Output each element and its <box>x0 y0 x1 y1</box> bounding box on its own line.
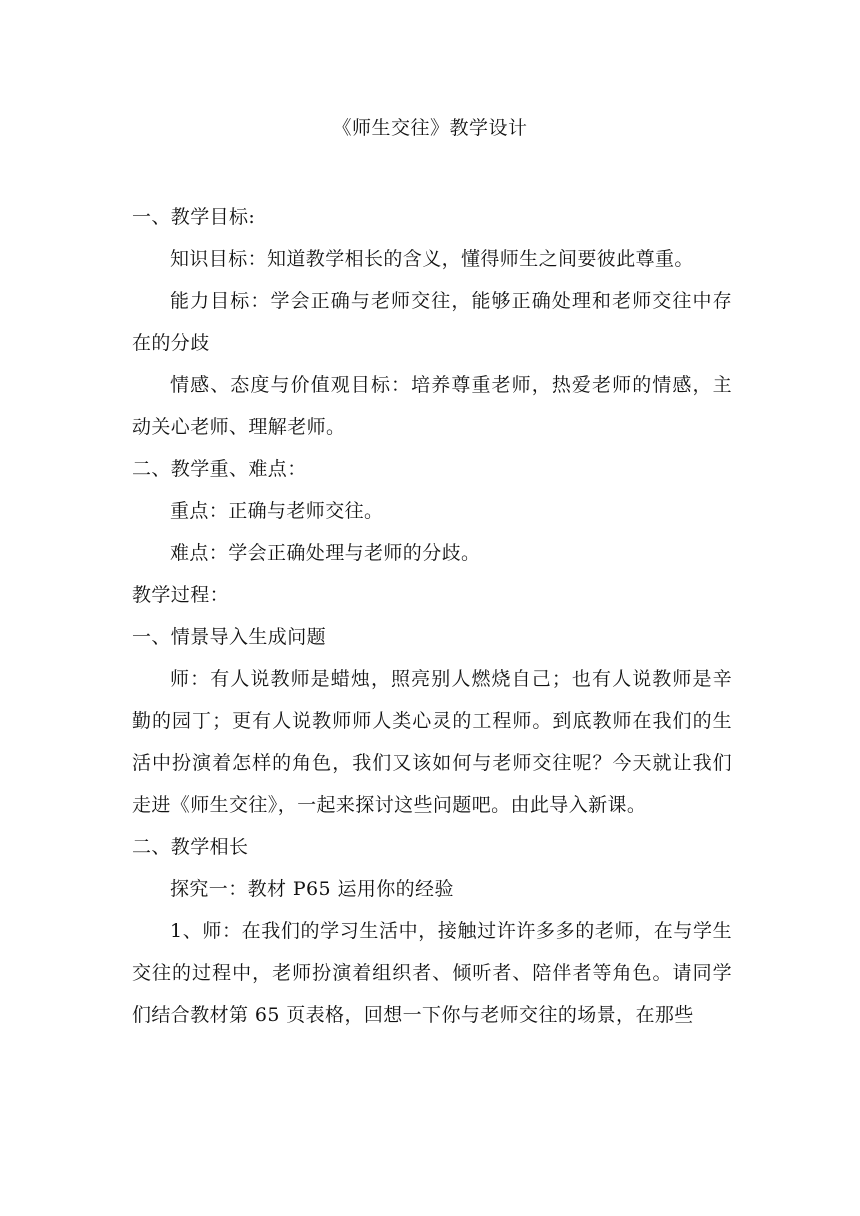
paragraph-teacher-roles: 1、师：在我们的学习生活中，接触过许许多多的老师，在与学生交往的过程中，老师扮演着组织者、倾听者、陪伴者等角色。请同学们结合教材第 65 页表格，回想一下你与老师交往的场景，在那些 <box>132 920 732 1026</box>
heading-teaching-learning: 二、教学相长 <box>132 836 249 858</box>
paragraph-emotion-goal: 情感、态度与价值观目标：培养尊重老师，热爱老师的情感，主动关心老师、理解老师。 <box>132 374 732 438</box>
paragraph-inquiry-one: 探究一：教材 P65 运用你的经验 <box>170 878 454 900</box>
heading-scenario-intro: 一、情景导入生成问题 <box>132 626 327 648</box>
document-body <box>132 196 732 1036</box>
document-title: 《师生交往》教学设计 <box>332 117 528 139</box>
heading-teaching-process: 教学过程： <box>132 584 230 606</box>
paragraph-difficult-point: 难点：学会正确处理与老师的分歧。 <box>170 542 481 564</box>
paragraph-knowledge-goal: 知识目标：知道教学相长的含义，懂得师生之间要彼此尊重。 <box>170 248 694 270</box>
heading-key-points: 二、教学重、难点： <box>132 458 307 480</box>
paragraph-teacher-intro: 师：有人说教师是蜡烛，照亮别人燃烧自己；也有人说教师是辛勤的园丁；更有人说教师师人类心灵的工程师。到底教师在我们的生活中扮演着怎样的角色，我们又该如何与老师交往呢？今天就让我们走进《师生交往》，一起来探讨这些问题吧。由此导入新课。 <box>132 668 732 816</box>
heading-teaching-goals: 一、教学目标: <box>132 206 256 228</box>
paragraph-key-point: 重点：正确与老师交往。 <box>170 500 384 522</box>
paragraph-ability-goal: 能力目标：学会正确与老师交往，能够正确处理和老师交往中存在的分歧 <box>132 290 732 354</box>
